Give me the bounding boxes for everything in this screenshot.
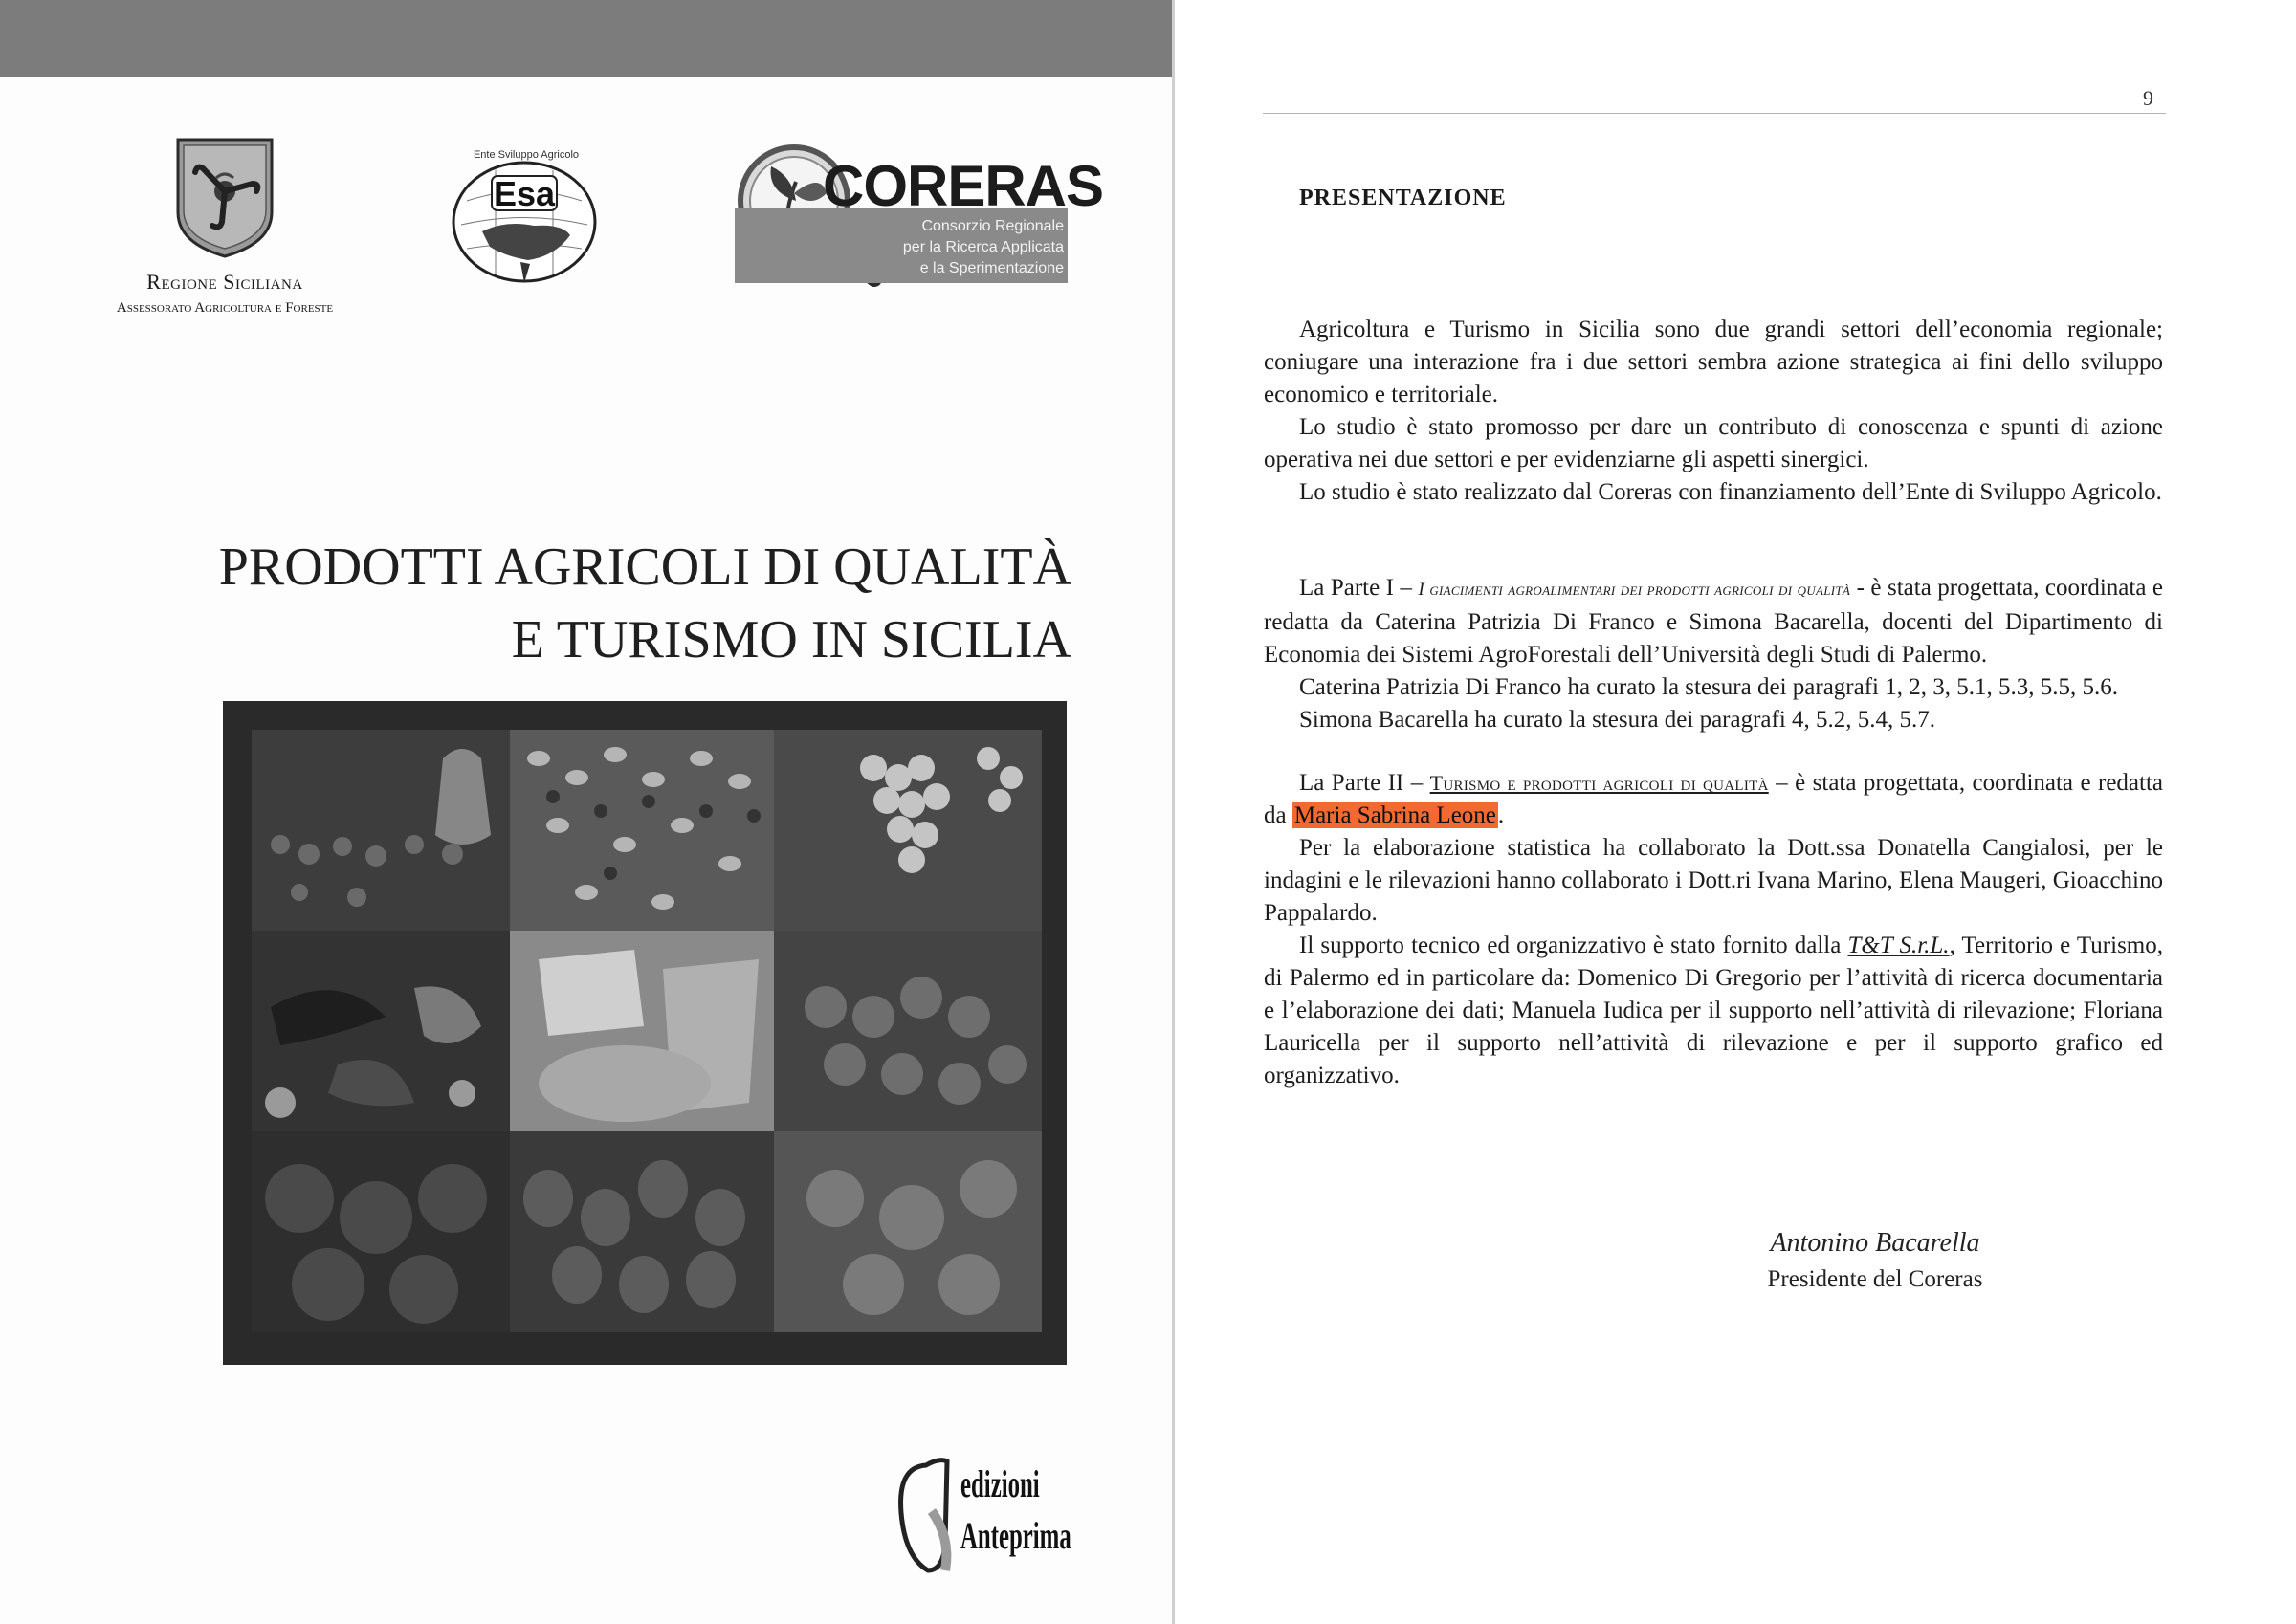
sicily-coat-of-arms-icon [174,136,276,258]
paragraph: Per la elaborazione statistica ha collaborato la Dott.ssa Donatella Cangialosi, per le indagini e le rilevazioni hanno collaborato i Dott.ri Ivana Marino, Elena Maugeri, Gioacchino Pappalardo. [1264,835,2163,926]
highlighted-author-name: Maria Sabrina Leone [1293,802,1496,828]
paragraph-part-1 [1264,572,2163,671]
coreras-line: Consorzio Regionale [921,218,1064,234]
paragraph: Agricoltura e Turismo in Sicilia sono due grandi settori dell’economia regionale; coniugare una interazione fra i due settori sembra azione strategica ai fini dello sviluppo economico e territoriale. [1264,317,2163,407]
region-department: Assessorato Agricoltura e Foreste [116,300,334,316]
publisher-line-1: edizioni [960,1462,1040,1505]
coreras-line: per la Ricerca Applicata [902,239,1064,255]
paragraph: Lo studio è stato promosso per dare un contributo di conoscenza e spunti di azione operativa nei due settori e per evidenziarne gli aspetti sinergici. [1264,414,2163,472]
coreras-line: e la Sperimentazione [919,260,1064,276]
paragraph: Lo studio è stato realizzato dal Coreras con finanziamento dell’Ente di Sviluppo Agricolo. [1299,479,2162,505]
region-name: Regione Siciliana [146,270,303,294]
publisher-line-2: Anteprima [960,1514,1071,1557]
part-2-lead: La Parte II – [1299,770,1430,796]
part-1-lead: La Parte I – [1299,575,1419,601]
part-1-description: - è stata progettata, coordinata e redatta da Caterina Patrizia Di Franco e Simona Bacarella, docenti del Dipartimento di Economia dei Sistemi AgroForestali dell’Università degli Studi di Palermo. [1264,575,2164,668]
paragraph-part-2 [1264,767,2163,832]
signature-name: Antonino Bacarella [1770,1228,1980,1258]
support-lead: Il supporto tecnico ed organizzativo è stato fornito dalla [1299,933,1848,958]
part-2-end: . [1497,802,1505,828]
paragraph-spacer [1264,509,2163,572]
esa-header-text: Ente Sviluppo Agricolo [473,149,580,161]
part-2-title: Turismo e prodotti agricoli di qualità [1429,771,1769,795]
page-number: 9 [2143,86,2153,110]
book-title [134,531,1071,676]
coreras-name: CORERAS [823,154,1104,218]
paragraph: Simona Bacarella ha curato la stesura dei paragrafi 4, 5.2, 5.4, 5.7. [1299,707,1936,733]
paragraph: Caterina Patrizia Di Franco ha curato la stesura dei paragrafi 1, 2, 3, 5.1, 5.3, 5.5, 5.6. [1299,674,2118,700]
header-rule [1263,113,2166,114]
part-1-title: I giacimenti agroalimentari dei prodotti agricoli di qualità [1418,580,1851,600]
book-title-line: PRODOTTI AGRICOLI DI QUALITÀ [218,538,1071,597]
coreras-subtitle [872,216,1064,279]
paragraph-support [1264,930,2163,1092]
collage-image [223,701,1067,1365]
presentation-body [1264,314,2163,1092]
part-2-description: – è stata progettata, coordinata e redatta da [1264,770,2164,828]
produce-photo-collage [223,701,1067,1365]
cover-top-band [0,0,1172,77]
company-name: T&T S.r.L. [1847,933,1950,958]
esa-logo-icon [448,143,601,296]
paragraph-spacer [1264,736,2163,767]
esa-mark-text: Esa [493,174,556,213]
book-title-line: E TURISMO IN SICILIA [511,610,1071,669]
section-title: PRESENTAZIONE [1299,186,1507,210]
support-description: , Territorio e Turismo, di Palermo ed in particolare da: Domenico Di Gregorio per l’attività di ricerca documentaria e l’elaborazione dei dati; Manuela Iudica per il supporto nell’attività di rilevazione; Floriana Lauricella per il supporto nell’attività di rilevazione e per il supporto grafico ed organizzativo. [1264,933,2163,1088]
signature-role: Presidente del Coreras [1767,1266,1983,1292]
